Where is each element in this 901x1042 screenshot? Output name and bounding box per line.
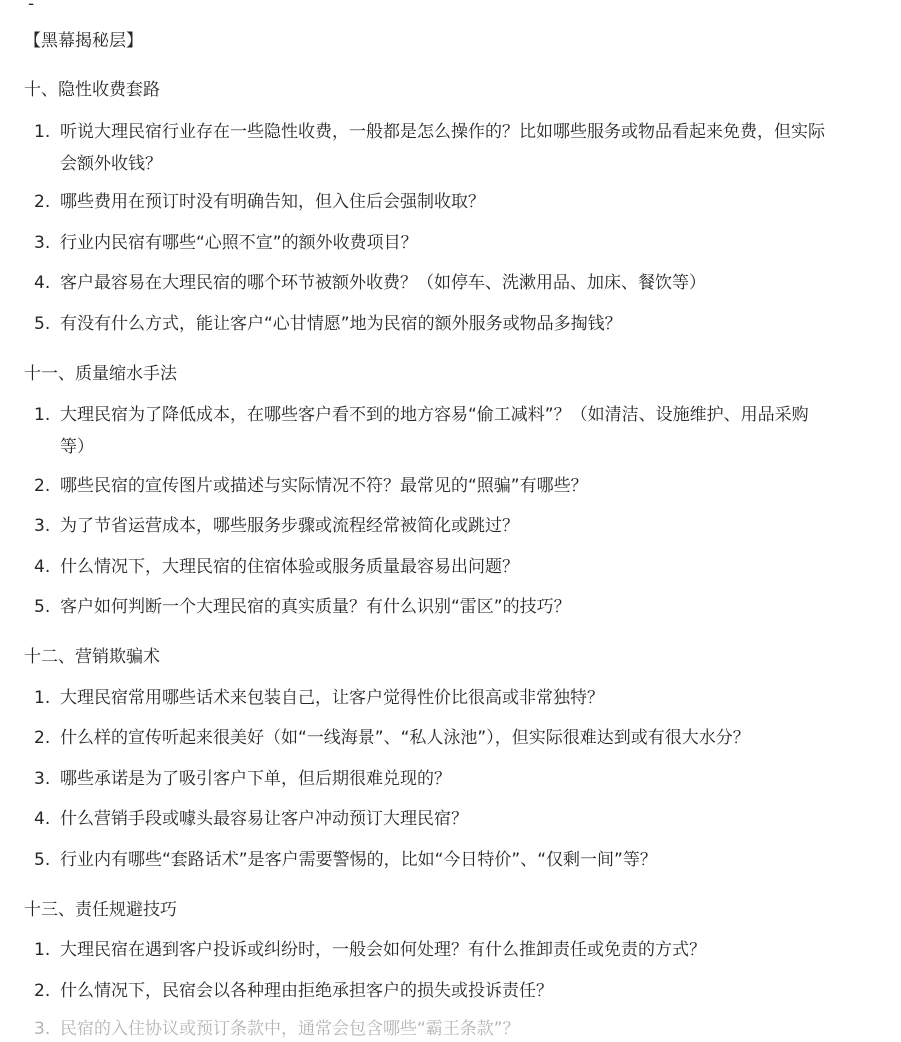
- item-number: 4.: [34, 273, 51, 293]
- list-item: [34, 227, 834, 259]
- item-text: 客户最容易在大理民宿的哪个环节被额外收费？（如停车、洗漱用品、加床、餐饮等）: [60, 273, 706, 293]
- item-number: 4.: [34, 557, 51, 577]
- list-item: [34, 844, 834, 876]
- item-text: 什么营销手段或噱头最容易让客户冲动预订大理民宿？: [60, 809, 468, 829]
- top-cutoff-mark: -: [28, 0, 35, 14]
- item-number: 2.: [34, 192, 51, 212]
- item-number: 1.: [34, 940, 51, 960]
- section-title-13: 十三、责任规避技巧: [24, 900, 177, 920]
- item-text: 哪些费用在预订时没有明确告知，但入住后会强制收取？: [60, 192, 485, 212]
- list-item: [34, 551, 834, 583]
- item-text: 哪些民宿的宣传图片或描述与实际情况不符？最常见的“照骗”有哪些？: [60, 476, 588, 496]
- list-item: [34, 267, 834, 299]
- item-number: 1.: [34, 688, 51, 708]
- item-number: 3.: [34, 1019, 51, 1039]
- item-number: 2.: [34, 728, 51, 748]
- item-text: 大理民宿在遇到客户投诉或纠纷时，一般会如何处理？有什么推卸责任或免责的方式？: [60, 940, 706, 960]
- item-number: 3.: [34, 233, 51, 253]
- list-item-cutoff: [34, 1016, 834, 1042]
- item-text: 大理民宿常用哪些话术来包装自己，让客户觉得性价比很高或非常独特？: [60, 688, 604, 708]
- list-item: [34, 682, 834, 714]
- item-number: 1.: [34, 405, 51, 425]
- item-text: 哪些承诺是为了吸引客户下单，但后期很难兑现的？: [60, 769, 451, 789]
- list-item: [34, 975, 834, 1007]
- item-text: 客户如何判断一个大理民宿的真实质量？有什么识别“雷区”的技巧？: [60, 597, 571, 617]
- layer-header: 【黑幕揭秘层】: [24, 31, 143, 51]
- list-item: [34, 399, 834, 463]
- list-item: [34, 763, 834, 795]
- item-text: 什么情况下，民宿会以各种理由拒绝承担客户的损失或投诉责任？: [60, 981, 553, 1001]
- item-number: 5.: [34, 850, 51, 870]
- item-text: 有没有什么方式，能让客户“心甘情愿”地为民宿的额外服务或物品多掏钱？: [60, 314, 622, 334]
- item-number: 3.: [34, 516, 51, 536]
- section-title-11: 十一、质量缩水手法: [24, 364, 177, 384]
- list-item: [34, 470, 834, 502]
- item-number: 1.: [34, 122, 51, 142]
- item-text: 为了节省运营成本，哪些服务步骤或流程经常被简化或跳过？: [60, 516, 519, 536]
- item-text: 什么情况下，大理民宿的住宿体验或服务质量最容易出问题？: [60, 557, 519, 577]
- item-number: 5.: [34, 597, 51, 617]
- item-text: 大理民宿为了降低成本，在哪些客户看不到的地方容易“偷工减料”？（如清洁、设施维护、用品采购等）: [60, 405, 809, 457]
- item-text: 什么样的宣传听起来很美好（如“一线海景”、“私人泳池”），但实际很难达到或有很大水分？: [60, 728, 750, 748]
- list-item: [34, 934, 834, 966]
- item-number: 2.: [34, 476, 51, 496]
- item-text: 民宿的入住协议或预订条款中，通常会包含哪些“霸王条款”？: [60, 1019, 520, 1039]
- list-item: [34, 510, 834, 542]
- list-item: [34, 591, 834, 623]
- item-number: 2.: [34, 981, 51, 1001]
- item-number: 5.: [34, 314, 51, 334]
- item-text: 行业内民宿有哪些“心照不宣”的额外收费项目？: [60, 233, 418, 253]
- list-item: [34, 116, 834, 180]
- item-number: 4.: [34, 809, 51, 829]
- section-title-12: 十二、营销欺骗术: [24, 647, 160, 667]
- item-text: 听说大理民宿行业存在一些隐性收费，一般都是怎么操作的？比如哪些服务或物品看起来免费，但实际会额外收钱？: [60, 122, 825, 174]
- list-item: [34, 803, 834, 835]
- section-title-10: 十、隐性收费套路: [24, 80, 160, 100]
- list-item: [34, 186, 834, 218]
- item-text: 行业内有哪些“套路话术”是客户需要警惕的，比如“今日特价”、“仅剩一间”等？: [60, 850, 657, 870]
- list-item: [34, 722, 834, 754]
- item-number: 3.: [34, 769, 51, 789]
- list-item: [34, 308, 834, 340]
